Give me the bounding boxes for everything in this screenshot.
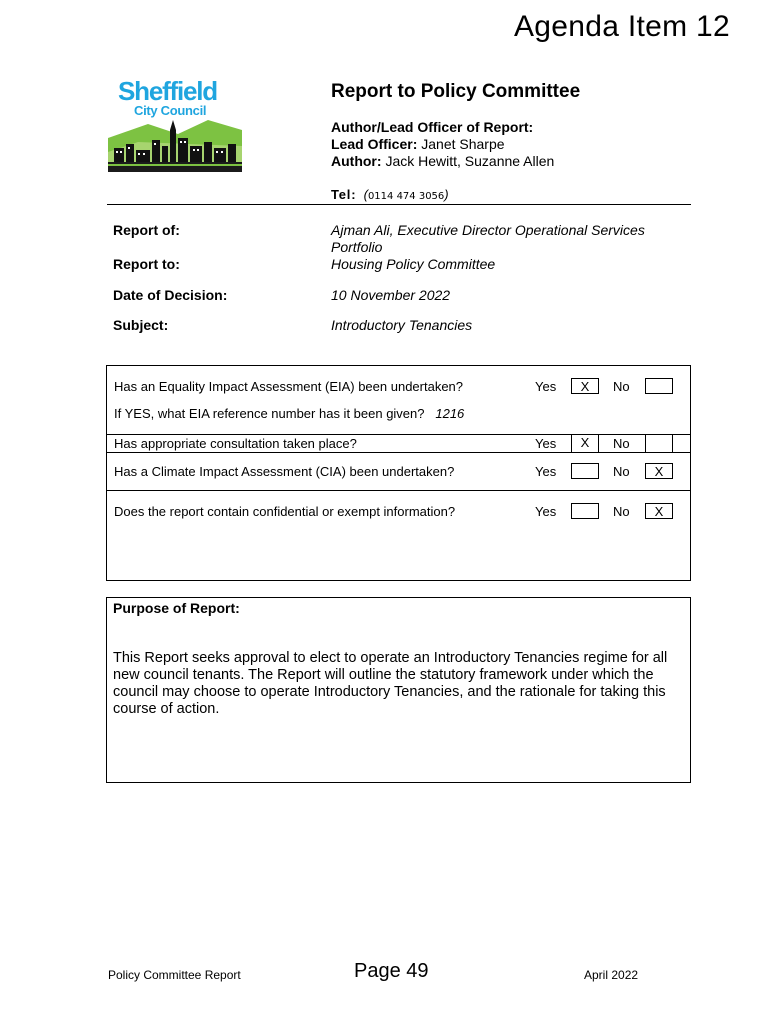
tel-label: Tel:	[331, 187, 357, 202]
tel-number: 0114 474 3056	[367, 191, 445, 202]
yes-label: Yes	[535, 464, 557, 479]
sheffield-city-council-logo	[108, 76, 242, 172]
footer-date: April 2022	[584, 968, 639, 982]
confidential-question: Does the report contain confidential or exempt information?	[114, 504, 456, 519]
report-of-label: Report of:	[113, 222, 180, 238]
date-of-decision-label: Date of Decision:	[113, 287, 228, 303]
confidential-yes-checkbox[interactable]	[571, 503, 599, 519]
no-label: No	[613, 379, 630, 394]
row-divider	[107, 452, 690, 453]
author-line	[331, 153, 554, 169]
lead-officer-value: Janet Sharpe	[421, 136, 505, 152]
footer-page-number: Page 49	[354, 960, 429, 982]
logo-subname: City Council	[134, 103, 207, 118]
eia-reference-question: If YES, what EIA reference number has it been given?	[114, 406, 425, 421]
lead-officer-label: Lead Officer:	[331, 136, 418, 152]
report-of-value-line1: Ajman Ali, Executive Director Operational Services	[331, 222, 645, 238]
yes-label: Yes	[535, 436, 557, 451]
author-label: Author:	[331, 153, 382, 169]
subject-value: Introductory Tenancies	[331, 317, 473, 333]
author-lead-heading: Author/Lead Officer of Report:	[331, 119, 534, 135]
cia-no-checkbox[interactable]: X	[645, 463, 673, 479]
report-to-value: Housing Policy Committee	[331, 256, 496, 272]
author-value: Jack Hewitt, Suzanne Allen	[385, 153, 555, 169]
header-divider	[107, 204, 691, 205]
consultation-yes-checkbox[interactable]: X	[571, 435, 599, 453]
row-divider	[107, 434, 690, 435]
city-skyline-icon	[108, 116, 242, 172]
confidential-no-checkbox[interactable]: X	[645, 503, 673, 519]
agenda-item-heading: Agenda Item 12	[513, 10, 730, 43]
report-of-value-line2: Portfolio	[331, 239, 383, 255]
cia-yes-checkbox[interactable]	[571, 463, 599, 479]
no-label: No	[613, 504, 630, 519]
logo-name: Sheffield	[118, 76, 217, 106]
report-title: Report to Policy Committee	[331, 81, 581, 102]
no-label: No	[613, 464, 630, 479]
no-label: No	[613, 436, 630, 451]
eia-question: Has an Equality Impact Assessment (EIA) been undertaken?	[114, 379, 464, 394]
subject-label: Subject:	[113, 317, 169, 333]
eia-yes-checkbox[interactable]: X	[571, 378, 599, 394]
yes-label: Yes	[535, 504, 557, 519]
purpose-body: This Report seeks approval to elect to operate an Introductory Tenancies regime for all new council tenants. The Report will outline the statutory framework under which the council may choose to operate Introductory Tenancies, and the rationale for taking this course of action.	[113, 650, 668, 717]
report-to-label: Report to:	[113, 256, 180, 272]
lead-officer-line	[331, 136, 505, 152]
eia-reference-line	[114, 406, 464, 421]
date-of-decision-value: 10 November 2022	[331, 287, 451, 303]
consultation-question: Has appropriate consultation taken place?	[114, 436, 357, 451]
yes-label: Yes	[535, 379, 557, 394]
telephone-line: Tel: (0114 474 3056)	[331, 187, 449, 202]
footer-report-name: Policy Committee Report	[108, 968, 241, 982]
row-divider	[107, 490, 690, 491]
purpose-title: Purpose of Report:	[113, 600, 240, 616]
eia-reference-number: 1216	[435, 406, 465, 421]
impact-checklist	[106, 365, 691, 581]
consultation-no-checkbox[interactable]	[645, 435, 673, 453]
eia-no-checkbox[interactable]	[645, 378, 673, 394]
cia-question: Has a Climate Impact Assessment (CIA) been undertaken?	[114, 464, 455, 479]
